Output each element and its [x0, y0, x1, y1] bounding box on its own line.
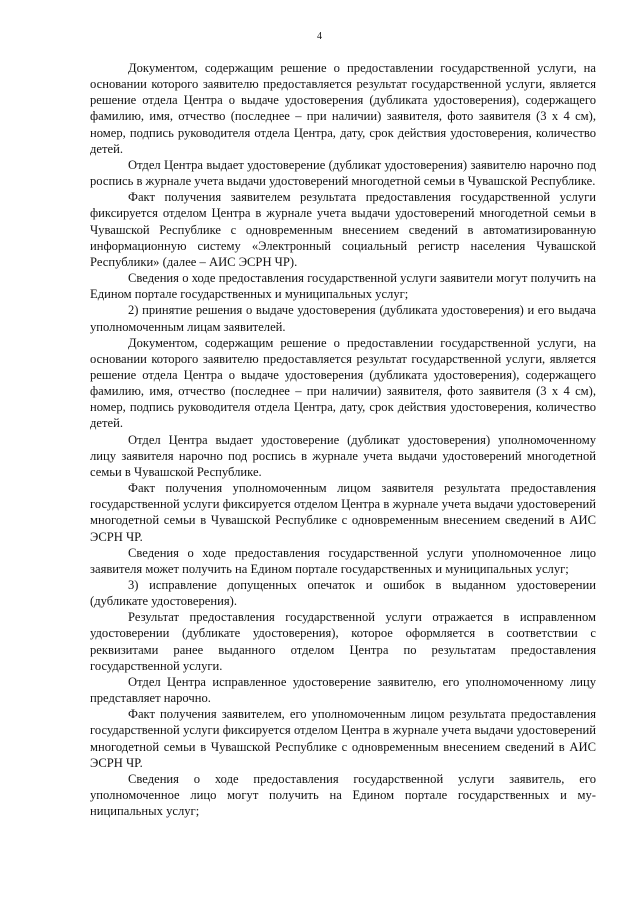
paragraph: Сведения о ходе предоставления государственной услуги уполномоченное лицо заявителя может получить на Едином портале государственных и муниципальных услуг;: [90, 545, 596, 576]
paragraph: 3) исправление допущенных опечаток и ошибок в выданном удостоверении (дубликате удостоверения).: [90, 578, 596, 609]
paragraph: Документом, содержащим решение о предоставлении государственной услуги, на основании которого заявителю предоставляется результат государственной услуги, является решение отдела Центра о выдаче удостоверения (дубликата удостоверения), содержащего фамилию, имя, отчество (последнее – при наличии) заявителя, фото заявителя (3 х 4 см), номер, подпись руководителя отдела Центра, дату, срок действия удостоверения, количество детей.: [90, 61, 596, 156]
paragraph: Результат предоставления государственной услуги отражается в исправленном удостоверении (дубликате удостоверения), которое оформляется в соответствии с реквизитами ранее выданного отделом Центра по результатам предоставления государственной услуги.: [90, 610, 596, 673]
page-number: 4: [317, 31, 322, 42]
paragraph: Сведения о ходе предоставления государственной услуги заявители могут получить на Едином портале государственных и муниципальных услуг;: [90, 271, 596, 302]
paragraph: Отдел Центра исправленное удостоверение заявителю, его уполномоченному лицу представляет нарочно.: [90, 674, 596, 706]
document-body: [90, 60, 596, 819]
paragraph: Документом, содержащим решение о предоставлении государственной услуги, на основании которого заявителю предоставляется результат государственной услуги, является решение отдела Центра о выдаче удостоверения (дубликата удостоверения), содержащего фамилию, имя, отчество (последнее – при наличии) заявителя, фото заявителя (3 х 4 см), номер, подпись руководителя отдела Центра, дату, срок действия удостоверения, количество детей.: [90, 335, 596, 431]
paragraph: Отдел Центра выдает удостоверение (дубликат удостоверения) заявителю нарочно под роспись в журнале учета выдачи удостоверений многодетной семьи в Чувашской Республике.: [90, 157, 596, 189]
paragraph: Факт получения заявителем, его уполномоченным лицом результата предоставления государственной услуги фиксируется отделом Центра в журнале учета выдачи удостоверений многодетной семьи в Чувашской Республике с одновременным внесением сведений в АИС ЭСРН ЧР.: [90, 707, 596, 770]
paragraph: Отдел Центра выдает удостоверение (дубликат удостоверения) уполномоченному лицу заявителя нарочно под роспись в журнале учета выдачи удостоверений многодетной семьи в Чувашской Республике.: [90, 432, 596, 479]
paragraph: Факт получения заявителем результата предоставления государственной услуги фиксируется отделом Центра в журнале учета выдачи удостоверений многодетной семьи в Чувашской Республике с одновременным внесением сведений в автоматизированную информационную систему «Электронный социальный регистр населения Чувашской Республики» (далее – АИС ЭСРН ЧР).: [90, 190, 596, 269]
paragraph: 2) принятие решения о выдаче удостоверения (дубликата удостоверения) и его выдача уполномоченным лицам заявителей.: [90, 303, 596, 334]
paragraph: Сведения о ходе предоставления государственной услуги заявитель, его уполномоченное лицо могут получить на Едином портале государственных и муниципальных услуг;: [90, 771, 596, 819]
paragraph: Факт получения уполномоченным лицом заявителя результата предоставления государственной услуги фиксируется отделом Центра в журнале учета выдачи удостоверений многодетной семьи в Чувашской Республике с одновременным внесением сведений в АИС ЭСРН ЧР.: [90, 481, 596, 544]
